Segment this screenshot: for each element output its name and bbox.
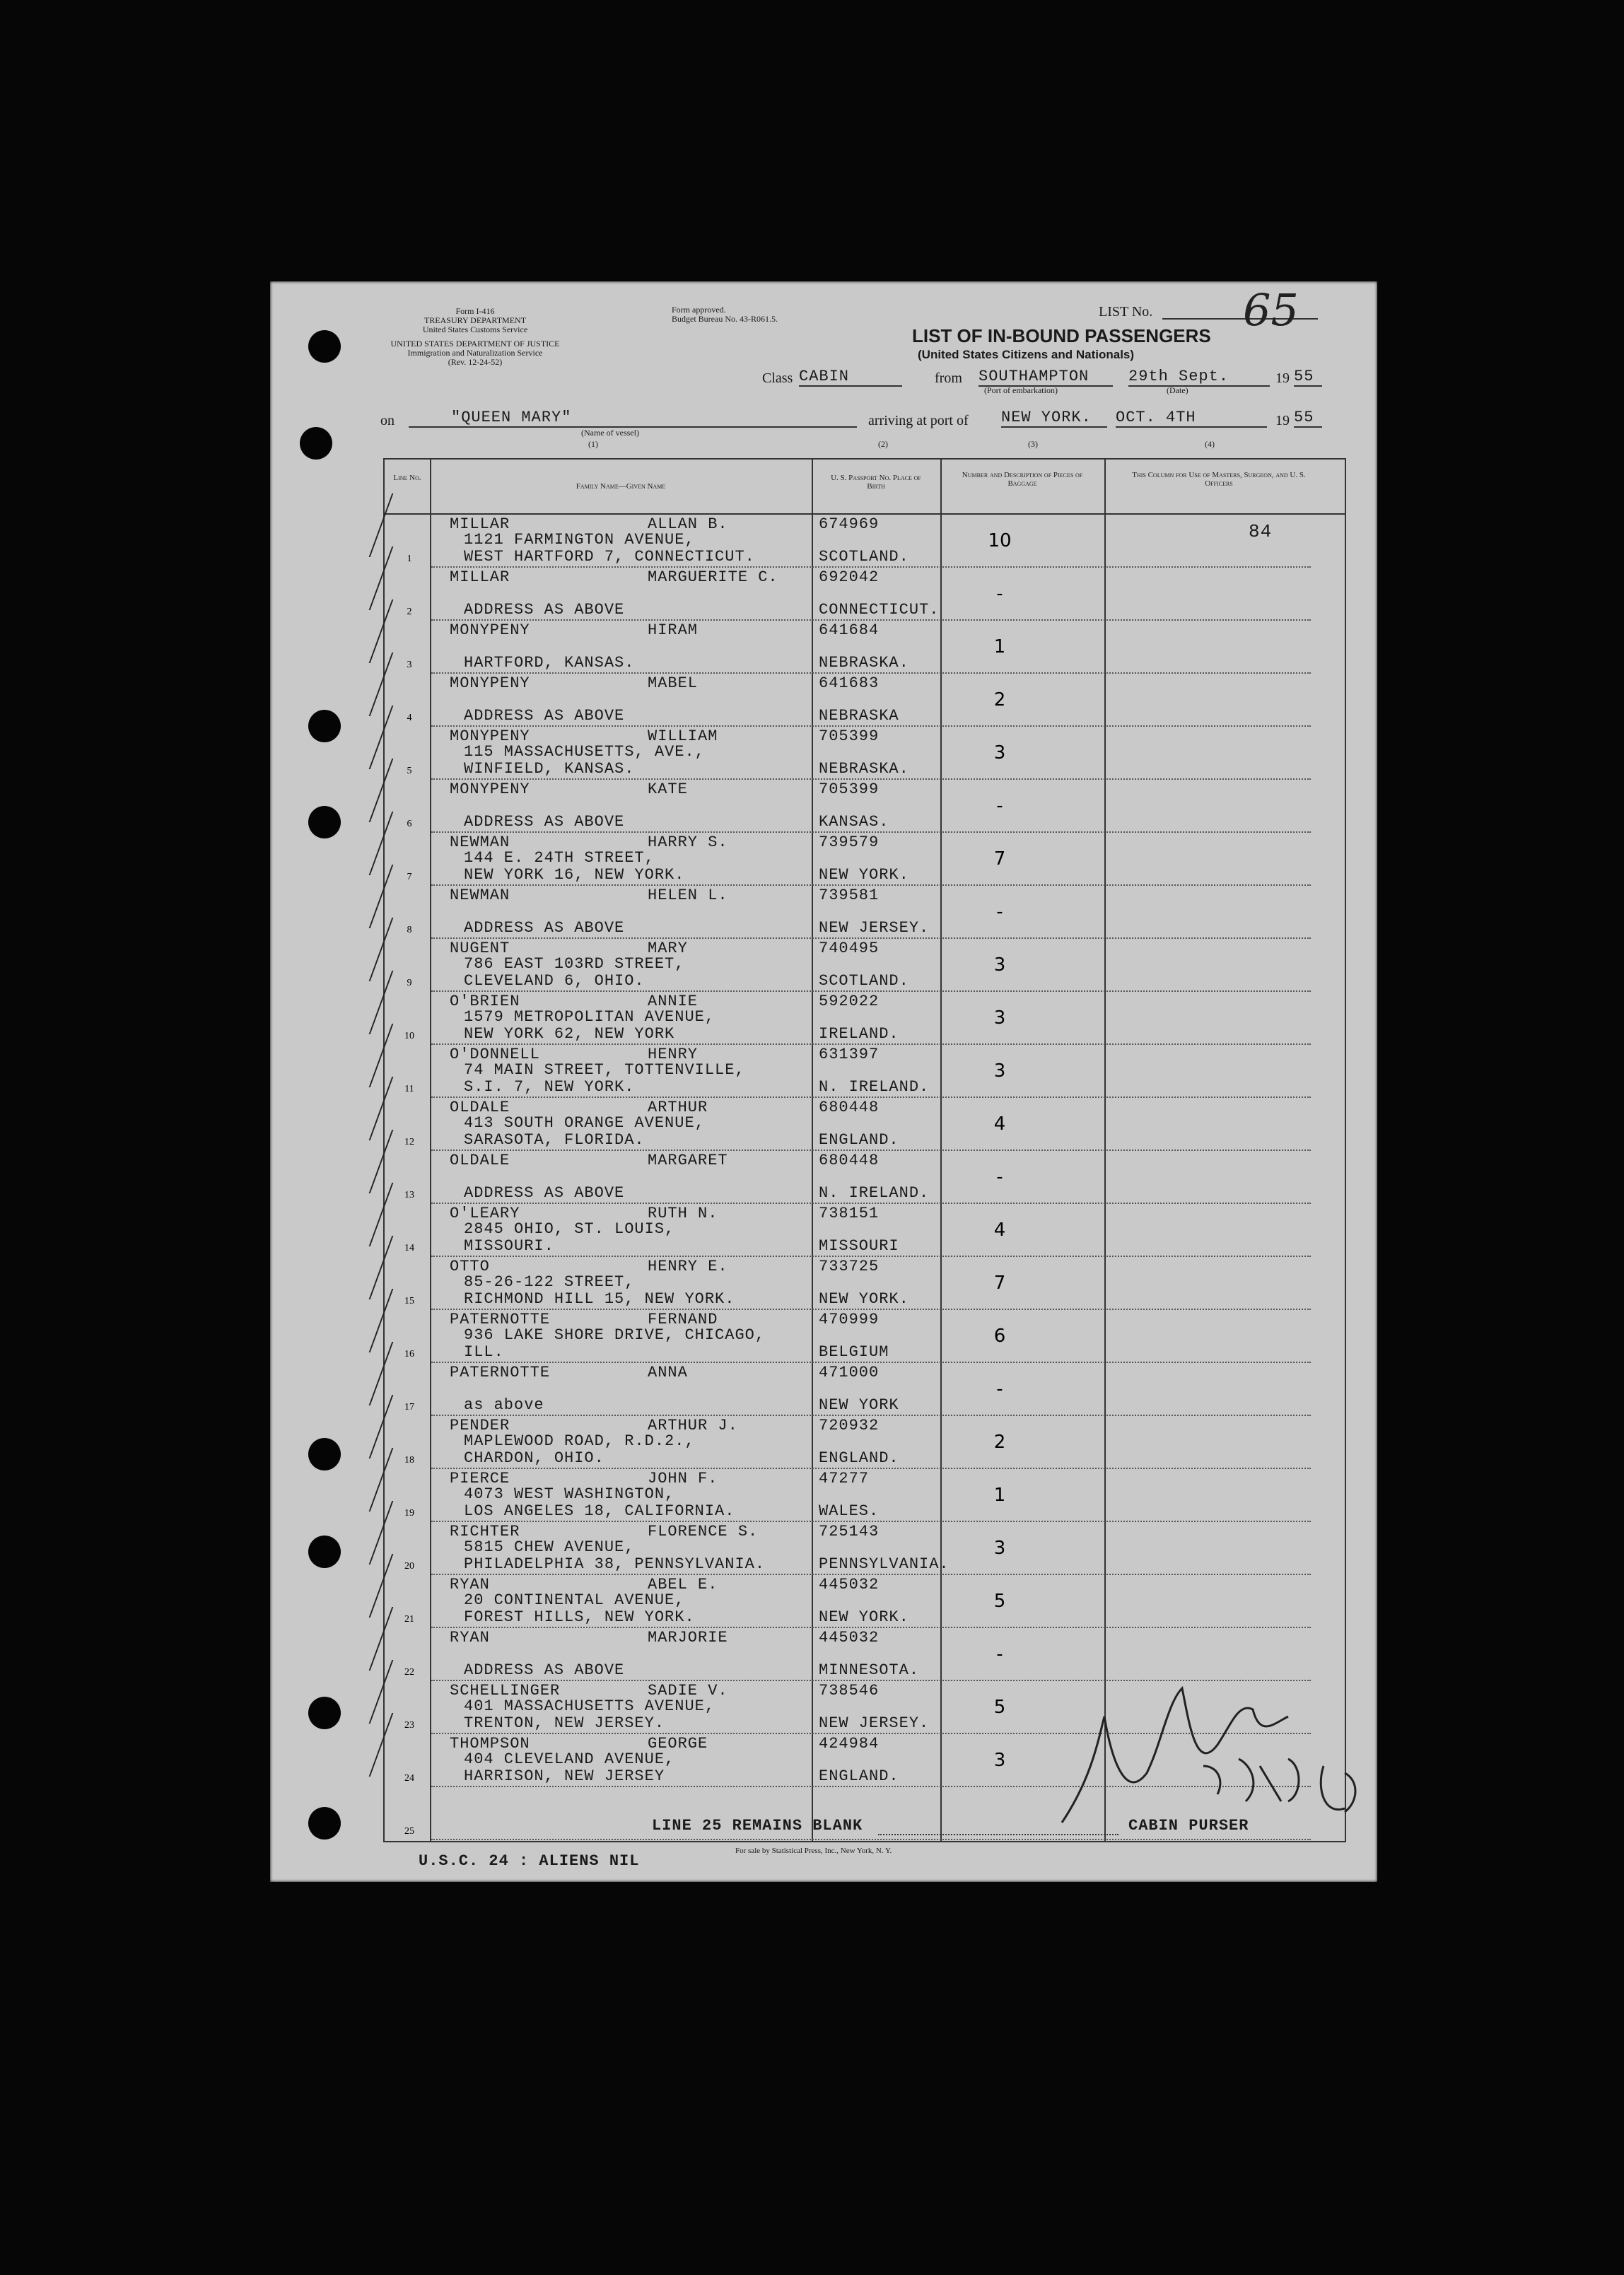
- place-of-birth: NEW YORK.: [819, 1290, 909, 1308]
- arrival-year-prefix: 19: [1275, 413, 1290, 428]
- address-line-2: LOS ANGELES 18, CALIFORNIA.: [464, 1502, 735, 1520]
- family-name: OLDALE: [450, 1152, 510, 1169]
- line-number: 12: [404, 1137, 414, 1147]
- line-number: 5: [407, 766, 412, 776]
- baggage-count: -: [996, 1644, 1003, 1665]
- address-line-2: WINFIELD, KANSAS.: [464, 760, 635, 778]
- given-name: MABEL: [648, 674, 699, 692]
- punch-hole: [300, 427, 332, 460]
- baggage-count: -: [996, 901, 1003, 923]
- address-line-2: TRENTON, NEW JERSEY.: [464, 1714, 665, 1732]
- family-name: MONYPENY: [450, 621, 530, 639]
- baggage-count: 7: [993, 1273, 1006, 1294]
- revision-label: (Rev. 12-24-52): [448, 357, 503, 367]
- passport-number: 705399: [819, 727, 880, 745]
- table-row: [385, 1416, 1345, 1469]
- family-name: PIERCE: [450, 1470, 510, 1487]
- passport-number: 733725: [819, 1258, 880, 1275]
- family-name: PATERNOTTE: [450, 1364, 551, 1381]
- punch-hole: [308, 330, 341, 363]
- table-row: [385, 1522, 1345, 1575]
- line-number: 3: [407, 660, 412, 670]
- baggage-count: -: [996, 1379, 1003, 1400]
- header-passport: U. S. Passport No. Place of Birth: [831, 474, 921, 491]
- address-line-2: ADDRESS AS ABOVE: [464, 919, 625, 937]
- family-name: MONYPENY: [450, 780, 530, 798]
- purser-title: CABIN PURSER: [1128, 1817, 1249, 1835]
- place-of-birth: MISSOURI: [819, 1237, 899, 1255]
- line-number: 13: [404, 1190, 414, 1200]
- line-number: 4: [407, 713, 412, 723]
- family-name: O'DONNELL: [450, 1046, 540, 1063]
- passport-number: 680448: [819, 1099, 880, 1116]
- line-number: 10: [404, 1031, 414, 1041]
- aliens-note: U.S.C. 24 : ALIENS NIL: [419, 1852, 640, 1870]
- row-rule: [431, 1839, 1311, 1840]
- baggage-count: -: [996, 1166, 1003, 1188]
- given-name: MARY: [648, 940, 688, 957]
- line-number: 2: [407, 607, 412, 617]
- table-row: [385, 886, 1345, 939]
- given-name: ARTHUR J.: [648, 1417, 738, 1434]
- baggage-count: 6: [993, 1326, 1006, 1347]
- baggage-count: 2: [993, 689, 1006, 710]
- baggage-count: 4: [993, 1113, 1006, 1135]
- passenger-table: [383, 458, 1346, 1842]
- address-line-2: WEST HARTFORD 7, CONNECTICUT.: [464, 548, 755, 566]
- passport-number: 592022: [819, 993, 880, 1010]
- address-line-2: RICHMOND HILL 15, NEW YORK.: [464, 1290, 735, 1308]
- place-of-birth: ENGLAND.: [819, 1449, 899, 1467]
- passport-number: 738151: [819, 1205, 880, 1222]
- given-name: ALLAN B.: [648, 515, 728, 533]
- address-line-2: ADDRESS AS ABOVE: [464, 813, 625, 831]
- place-of-birth: N. IRELAND.: [819, 1078, 930, 1096]
- list-number-label: LIST No.: [1099, 304, 1153, 320]
- baggage-count: 3: [993, 1060, 1006, 1082]
- family-name: MILLAR: [450, 568, 510, 586]
- address-line-1: MAPLEWOOD ROAD, R.D.2.,: [464, 1432, 695, 1450]
- given-name: HARRY S.: [648, 834, 728, 851]
- baggage-count: 1: [993, 1485, 1006, 1506]
- place-of-birth: SCOTLAND.: [819, 548, 909, 566]
- baggage-count: 3: [993, 1007, 1006, 1029]
- given-name: JOHN F.: [648, 1470, 718, 1487]
- family-name: OLDALE: [450, 1099, 510, 1116]
- address-line-1: 74 MAIN STREET, TOTTENVILLE,: [464, 1061, 745, 1079]
- punch-hole: [308, 710, 341, 742]
- baggage-count: 7: [993, 848, 1006, 870]
- embark-year: 55: [1294, 368, 1322, 387]
- line-number: 21: [404, 1614, 414, 1625]
- arrival-year: 55: [1294, 409, 1322, 428]
- passport-number: 445032: [819, 1629, 880, 1647]
- given-name: HENRY E.: [648, 1258, 728, 1275]
- place-of-birth: NEW JERSEY.: [819, 919, 930, 937]
- table-row: [385, 1469, 1345, 1522]
- punch-hole: [308, 1536, 341, 1568]
- passport-number: 641683: [819, 674, 880, 692]
- header-baggage: Number and Description of Pieces of Baggage: [962, 471, 1083, 488]
- given-name: ANNIE: [648, 993, 699, 1010]
- address-line-1: 144 E. 24TH STREET,: [464, 849, 655, 867]
- header-officers: This Column for Use of Masters, Surgeon, and U. S. Officers: [1132, 471, 1306, 488]
- address-line-1: 115 MASSACHUSETTS, AVE.,: [464, 743, 705, 761]
- family-name: RYAN: [450, 1576, 490, 1593]
- given-name: ARTHUR: [648, 1099, 708, 1116]
- baggage-count: 5: [993, 1697, 1006, 1718]
- address-line-1: 413 SOUTH ORANGE AVENUE,: [464, 1114, 705, 1132]
- address-line-1: 401 MASSACHUSETTS AVENUE,: [464, 1697, 715, 1715]
- passport-number: 641684: [819, 621, 880, 639]
- address-line-2: ADDRESS AS ABOVE: [464, 1184, 625, 1202]
- address-line-2: MISSOURI.: [464, 1237, 554, 1255]
- address-line-2: CHARDON, OHIO.: [464, 1449, 604, 1467]
- passport-number: 674969: [819, 515, 880, 533]
- family-name: SCHELLINGER: [450, 1682, 561, 1700]
- table-row: [385, 1204, 1345, 1257]
- passport-number: 705399: [819, 780, 880, 798]
- column-index-2: (2): [878, 439, 888, 449]
- embarkation-date: 29th Sept.: [1128, 368, 1270, 387]
- place-of-birth: IRELAND.: [819, 1025, 899, 1043]
- address-line-1: 404 CLEVELAND AVENUE,: [464, 1750, 675, 1768]
- list-number-handwritten: 65: [1243, 284, 1299, 336]
- line-number: 14: [404, 1243, 414, 1253]
- line-number: 16: [404, 1349, 414, 1359]
- line-number: 17: [404, 1402, 414, 1413]
- punch-hole: [308, 1807, 341, 1840]
- customs-label: United States Customs Service: [422, 324, 528, 334]
- table-row: [385, 1575, 1345, 1628]
- address-line-2: ADDRESS AS ABOVE: [464, 1661, 625, 1679]
- place-of-birth: NEW YORK.: [819, 1608, 909, 1626]
- passport-number: 739579: [819, 834, 880, 851]
- place-of-birth: ENGLAND.: [819, 1131, 899, 1149]
- officer-note: 84: [1249, 521, 1273, 542]
- vessel-name: "QUEEN MARY": [409, 409, 857, 428]
- table-row: [385, 1257, 1345, 1310]
- passport-number: 739581: [819, 887, 880, 904]
- form-header-block: [404, 307, 546, 334]
- family-name: NUGENT: [450, 940, 510, 957]
- baggage-count: 3: [993, 1538, 1006, 1559]
- given-name: MARGARET: [648, 1152, 728, 1169]
- treasury-label: TREASURY DEPARTMENT: [423, 315, 527, 325]
- family-name: MONYPENY: [450, 674, 530, 692]
- header-name: Family Name—Given Name: [576, 482, 666, 491]
- address-line-2: FOREST HILLS, NEW YORK.: [464, 1608, 695, 1626]
- family-name: RYAN: [450, 1629, 490, 1647]
- line-number: 18: [404, 1455, 414, 1466]
- given-name: RUTH N.: [648, 1205, 718, 1222]
- given-name: HELEN L.: [648, 887, 728, 904]
- line-number: 23: [404, 1720, 414, 1731]
- table-row: [385, 1045, 1345, 1098]
- place-of-birth: CONNECTICUT.: [819, 601, 940, 619]
- table-row: [385, 1151, 1345, 1204]
- arrival-port: NEW YORK.: [1001, 409, 1107, 428]
- budget-bureau: Budget Bureau No. 43-R061.5.: [672, 314, 778, 324]
- given-name: FERNAND: [648, 1311, 718, 1328]
- family-name: MONYPENY: [450, 727, 530, 745]
- approval-block: [672, 305, 778, 324]
- given-name: HIRAM: [648, 621, 699, 639]
- line-number: 9: [407, 978, 412, 988]
- given-name: ANNA: [648, 1364, 688, 1381]
- place-of-birth: NEBRASKA.: [819, 760, 909, 778]
- baggage-count: 3: [993, 1750, 1006, 1771]
- given-name: MARGUERITE C.: [648, 568, 778, 586]
- passport-number: 470999: [819, 1311, 880, 1328]
- embark-year-prefix: 19: [1275, 370, 1290, 386]
- address-line-2: NEW YORK 16, NEW YORK.: [464, 866, 685, 884]
- address-line-2: as above: [464, 1396, 544, 1414]
- header-line-no: Line No.: [393, 474, 421, 482]
- line-number: 8: [407, 925, 412, 935]
- place-of-birth: KANSAS.: [819, 813, 889, 831]
- family-name: THOMPSON: [450, 1735, 530, 1753]
- form-number: Form I-416: [455, 306, 495, 316]
- column-index-3: (3): [1028, 439, 1038, 449]
- line-number: 7: [407, 872, 412, 882]
- passport-number: 680448: [819, 1152, 880, 1169]
- family-name: NEWMAN: [450, 834, 510, 851]
- vessel-caption: (Name of vessel): [581, 428, 639, 438]
- table-row: [385, 833, 1345, 886]
- date-caption: (Date): [1167, 385, 1188, 395]
- baggage-count: 1: [993, 636, 1006, 657]
- address-line-1: 1579 METROPOLITAN AVENUE,: [464, 1008, 715, 1026]
- column-index-1: (1): [588, 439, 598, 449]
- class-value: CABIN: [799, 368, 902, 387]
- address-line-1: 4073 WEST WASHINGTON,: [464, 1485, 675, 1503]
- place-of-birth: N. IRELAND.: [819, 1184, 930, 1202]
- passport-number: 740495: [819, 940, 880, 957]
- passport-number: 47277: [819, 1470, 870, 1487]
- passport-number: 725143: [819, 1523, 880, 1540]
- passport-number: 471000: [819, 1364, 880, 1381]
- place-of-birth: NEW YORK.: [819, 866, 909, 884]
- given-name: KATE: [648, 780, 688, 798]
- form-title: LIST OF IN-BOUND PASSENGERS: [912, 325, 1211, 346]
- table-row: [385, 727, 1345, 780]
- line-25-note: LINE 25 REMAINS BLANK: [652, 1817, 863, 1835]
- address-line-2: HARRISON, NEW JERSEY: [464, 1767, 665, 1785]
- place-of-birth: BELGIUM: [819, 1343, 889, 1361]
- table-row: [385, 515, 1345, 568]
- given-name: MARJORIE: [648, 1629, 728, 1647]
- place-of-birth: NEW YORK: [819, 1396, 899, 1414]
- passport-number: 720932: [819, 1417, 880, 1434]
- document-page: [270, 281, 1377, 1882]
- table-row: [385, 1098, 1345, 1151]
- address-line-2: ADDRESS AS ABOVE: [464, 601, 625, 619]
- address-line-2: ADDRESS AS ABOVE: [464, 707, 625, 725]
- baggage-count: -: [996, 795, 1003, 817]
- family-name: MILLAR: [450, 515, 510, 533]
- from-label: from: [935, 370, 962, 386]
- passport-number: 738546: [819, 1682, 880, 1700]
- family-name: NEWMAN: [450, 887, 510, 904]
- arriving-label: arriving at port of: [868, 413, 969, 428]
- passport-number: 631397: [819, 1046, 880, 1063]
- on-label: on: [380, 413, 395, 428]
- punch-hole: [308, 1697, 341, 1729]
- printer-note: For sale by Statistical Press, Inc., New York, N. Y.: [735, 1847, 892, 1855]
- family-name: OTTO: [450, 1258, 490, 1275]
- address-line-2: NEW YORK 62, NEW YORK: [464, 1025, 675, 1043]
- place-of-birth: WALES.: [819, 1502, 880, 1520]
- place-of-birth: MINNESOTA.: [819, 1661, 920, 1679]
- baggage-count: 2: [993, 1432, 1006, 1453]
- address-line-1: 936 LAKE SHORE DRIVE, CHICAGO,: [464, 1326, 766, 1344]
- baggage-count: 3: [993, 954, 1006, 976]
- justice-label: UNITED STATES DEPARTMENT OF JUSTICE: [390, 339, 560, 349]
- line-number: 20: [404, 1561, 414, 1572]
- address-line-2: PHILADELPHIA 38, PENNSYLVANIA.: [464, 1555, 766, 1573]
- table-row: [385, 568, 1345, 621]
- address-line-2: HARTFORD, KANSAS.: [464, 654, 635, 672]
- form-subtitle: (United States Citizens and Nationals): [918, 348, 1135, 361]
- given-name: HENRY: [648, 1046, 699, 1063]
- form-approved: Form approved.: [672, 305, 726, 315]
- purser-signature: [1048, 1660, 1373, 1837]
- embarkation-caption: (Port of embarkation): [984, 385, 1058, 395]
- punch-hole: [308, 1438, 341, 1470]
- address-line-1: 5815 CHEW AVENUE,: [464, 1538, 635, 1556]
- line-number: 25: [404, 1826, 414, 1837]
- given-name: GEORGE: [648, 1735, 708, 1753]
- column-index-4: (4): [1205, 439, 1215, 449]
- place-of-birth: PENNSYLVANIA.: [819, 1555, 950, 1573]
- address-line-1: 2845 OHIO, ST. LOUIS,: [464, 1220, 675, 1238]
- passport-number: 424984: [819, 1735, 880, 1753]
- family-name: O'BRIEN: [450, 993, 520, 1010]
- address-line-1: 85-26-122 STREET,: [464, 1273, 635, 1291]
- line-number: 11: [404, 1084, 414, 1094]
- baggage-count: 4: [993, 1220, 1006, 1241]
- baggage-count: 5: [993, 1591, 1006, 1612]
- given-name: SADIE V.: [648, 1682, 728, 1700]
- address-line-1: 20 CONTINENTAL AVENUE,: [464, 1591, 685, 1609]
- embarkation-port: SOUTHAMPTON: [979, 368, 1113, 387]
- table-row: [385, 992, 1345, 1045]
- table-row: [385, 621, 1345, 674]
- family-name: PENDER: [450, 1417, 510, 1434]
- arrival-date: OCT. 4TH: [1116, 409, 1267, 428]
- family-name: PATERNOTTE: [450, 1311, 551, 1328]
- family-name: O'LEARY: [450, 1205, 520, 1222]
- table-row: [385, 780, 1345, 833]
- passport-number: 692042: [819, 568, 880, 586]
- place-of-birth: NEW JERSEY.: [819, 1714, 930, 1732]
- line-number: 6: [407, 819, 412, 829]
- address-line-2: SARASOTA, FLORIDA.: [464, 1131, 645, 1149]
- table-row: [385, 939, 1345, 992]
- address-line-1: 786 EAST 103RD STREET,: [464, 955, 685, 973]
- given-name: ABEL E.: [648, 1576, 718, 1593]
- line-number: 24: [404, 1773, 414, 1784]
- given-name: WILLIAM: [648, 727, 718, 745]
- place-of-birth: NEBRASKA.: [819, 654, 909, 672]
- line-number: 15: [404, 1296, 414, 1306]
- address-line-2: S.I. 7, NEW YORK.: [464, 1078, 635, 1096]
- punch-hole: [308, 806, 341, 838]
- ins-label: Immigration and Naturalization Service: [407, 348, 543, 358]
- line-number: 1: [407, 554, 412, 564]
- baggage-count: -: [996, 583, 1003, 604]
- address-line-2: CLEVELAND 6, OHIO.: [464, 972, 645, 990]
- family-name: RICHTER: [450, 1523, 520, 1540]
- place-of-birth: ENGLAND.: [819, 1767, 899, 1785]
- baggage-count: 3: [993, 742, 1006, 764]
- justice-block: [383, 339, 567, 367]
- passport-number: 445032: [819, 1576, 880, 1593]
- line-number: 22: [404, 1667, 414, 1678]
- given-name: FLORENCE S.: [648, 1523, 759, 1540]
- address-line-2: ILL.: [464, 1343, 504, 1361]
- line-number: 19: [404, 1508, 414, 1519]
- table-row: [385, 1310, 1345, 1363]
- address-line-1: 1121 FARMINGTON AVENUE,: [464, 531, 695, 549]
- table-row: [385, 674, 1345, 727]
- baggage-count: 10: [988, 530, 1012, 551]
- place-of-birth: SCOTLAND.: [819, 972, 909, 990]
- place-of-birth: NEBRASKA: [819, 707, 899, 725]
- class-label: Class: [762, 370, 793, 386]
- table-row: [385, 1363, 1345, 1416]
